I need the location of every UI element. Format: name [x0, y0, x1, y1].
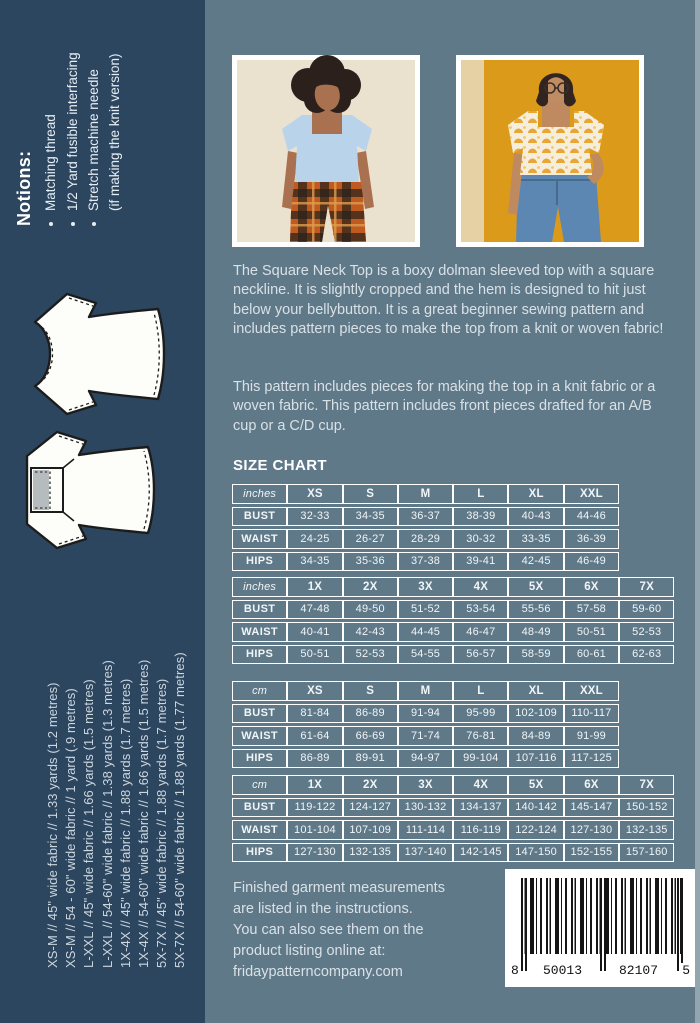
size-chart-size-header: 1X [287, 577, 342, 597]
size-chart-value-cell: 81-84 [287, 704, 342, 724]
size-chart-value-cell: 147-150 [508, 843, 563, 863]
size-chart-value-cell: 127-130 [287, 843, 342, 863]
size-chart-row-label: WAIST [232, 820, 287, 840]
footer-line: are listed in the instructions. [233, 901, 413, 917]
model-photo-yellow-top [456, 55, 644, 247]
size-chart-value-cell: 71-74 [398, 726, 453, 746]
size-chart-size-header: 5X [508, 775, 563, 795]
size-chart-value-cell: 33-35 [508, 529, 563, 549]
size-chart-row [232, 552, 619, 572]
size-chart-row-label: WAIST [232, 622, 287, 642]
size-chart-size-header: 3X [398, 775, 453, 795]
size-chart-value-cell: 111-114 [398, 820, 453, 840]
size-chart-value-cell: 132-135 [343, 843, 398, 863]
barcode-digit-group: 50013 [543, 963, 583, 978]
size-chart-value-cell: 61-64 [287, 726, 342, 746]
size-chart-row-label: WAIST [232, 726, 287, 746]
size-chart-value-cell: 150-152 [619, 798, 674, 818]
size-chart-value-cell: 102-109 [508, 704, 563, 724]
size-chart-row-label: BUST [232, 704, 287, 724]
size-chart-value-cell: 66-69 [343, 726, 398, 746]
size-chart-value-cell: 117-125 [564, 749, 619, 769]
size-chart-inches-straight [232, 481, 619, 574]
size-chart-value-cell: 130-132 [398, 798, 453, 818]
size-chart-row [232, 843, 674, 863]
size-chart-value-cell: 42-45 [508, 552, 563, 572]
size-chart-size-header: XS [287, 681, 342, 701]
size-chart-size-header: S [343, 681, 398, 701]
notions-list [40, 21, 105, 226]
size-chart-value-cell: 142-145 [453, 843, 508, 863]
size-chart-value-cell: 52-53 [343, 645, 398, 665]
photo-illustration [456, 55, 644, 247]
size-chart-value-cell: 145-147 [564, 798, 619, 818]
size-chart-size-header: L [453, 484, 508, 504]
size-chart-value-cell: 56-57 [453, 645, 508, 665]
footer-line: You can also see them on the [233, 922, 424, 938]
size-chart-size-header: 2X [343, 577, 398, 597]
size-chart-value-cell: 86-89 [343, 704, 398, 724]
size-chart-size-header: 5X [508, 577, 563, 597]
size-chart-row [232, 704, 619, 724]
size-chart-unit-cell: inches [232, 577, 287, 597]
size-chart-value-cell: 30-32 [453, 529, 508, 549]
size-chart-unit-cell: inches [232, 484, 287, 504]
barcode-guard [525, 878, 527, 971]
size-chart-row-label: WAIST [232, 529, 287, 549]
size-chart-value-cell: 48-49 [508, 622, 563, 642]
size-chart-row-label: HIPS [232, 843, 287, 863]
size-chart-title: SIZE CHART [233, 457, 327, 474]
barcode-digit-left: 8 [511, 963, 519, 978]
size-chart-value-cell: 91-94 [398, 704, 453, 724]
size-chart-value-cell: 46-49 [564, 552, 619, 572]
footer-line: product listing online at: [233, 943, 386, 959]
size-chart-value-cell: 44-46 [564, 507, 619, 527]
size-chart-value-cell: 50-51 [564, 622, 619, 642]
barcode-guard [681, 878, 683, 971]
size-chart-value-cell: 110-117 [564, 704, 619, 724]
notions-note: (if making the knit version) [106, 53, 122, 211]
notions-item: • Matching thread [40, 21, 62, 211]
size-chart-value-cell: 99-104 [453, 749, 508, 769]
size-chart-row [232, 749, 619, 769]
size-chart-size-header: XXL [564, 484, 619, 504]
size-chart-value-cell: 37-38 [398, 552, 453, 572]
notions-title: Notions: [14, 150, 34, 226]
size-chart-size-header: M [398, 484, 453, 504]
size-chart-row [232, 622, 674, 642]
fabric-requirements [44, 606, 190, 968]
size-chart-value-cell: 57-58 [564, 600, 619, 620]
size-chart-value-cell: 76-81 [453, 726, 508, 746]
size-chart-size-header: 6X [564, 577, 619, 597]
size-chart-header-row [232, 484, 619, 504]
size-chart-value-cell: 95-99 [453, 704, 508, 724]
size-chart-value-cell: 52-53 [619, 622, 674, 642]
size-chart-size-header: XL [508, 681, 563, 701]
size-chart-value-cell: 42-43 [343, 622, 398, 642]
size-chart-header-row [232, 775, 674, 795]
size-chart-value-cell: 84-89 [508, 726, 563, 746]
size-chart-value-cell: 132-135 [619, 820, 674, 840]
description-paragraph-2: This pattern includes pieces for making the top in a knit fabric or a woven fabric. This pattern includes front pieces drafted for an A/B cup or a C/D cup. [233, 379, 656, 434]
size-chart-size-header: 2X [343, 775, 398, 795]
size-chart-value-cell: 49-50 [343, 600, 398, 620]
size-chart-inches-extended [232, 574, 674, 667]
size-chart-value-cell: 51-52 [398, 600, 453, 620]
notions-section [14, 21, 124, 226]
barcode-guard [600, 878, 602, 971]
size-chart-header-row [232, 681, 619, 701]
finished-measurements-note [233, 878, 445, 983]
size-chart-value-cell: 59-60 [619, 600, 674, 620]
size-chart-row [232, 820, 674, 840]
size-chart-cm-extended [232, 772, 674, 865]
size-chart-value-cell: 38-39 [453, 507, 508, 527]
size-chart-value-cell: 140-142 [508, 798, 563, 818]
fabric-line: L-XXL // 45" wide fabric // 1.66 yards (1.5 metres) [81, 679, 97, 968]
barcode-guard [521, 878, 523, 971]
size-chart-value-cell: 40-41 [287, 622, 342, 642]
size-chart-row [232, 507, 619, 527]
envelope-edge [695, 0, 700, 1023]
fabric-line: 5X-7X // 54-60" wide fabric // 1.88 yards (1.77 metres) [172, 652, 188, 968]
size-chart-row [232, 529, 619, 549]
fabric-line: 1X-4X // 45" wide fabric // 1.88 yards (1.7 metres) [117, 678, 133, 968]
barcode-guard [604, 878, 606, 971]
size-chart-value-cell: 89-91 [343, 749, 398, 769]
barcode-digit-group: 82107 [619, 963, 659, 978]
barcode-digits [505, 963, 697, 978]
size-chart-value-cell: 91-99 [564, 726, 619, 746]
size-chart-size-header: 1X [287, 775, 342, 795]
size-chart-value-cell: 134-137 [453, 798, 508, 818]
size-chart-row-label: BUST [232, 600, 287, 620]
size-chart-header-row [232, 577, 674, 597]
size-chart-value-cell: 152-155 [564, 843, 619, 863]
size-chart-value-cell: 127-130 [564, 820, 619, 840]
size-chart-row [232, 600, 674, 620]
size-chart-size-header: XXL [564, 681, 619, 701]
size-chart-size-header: 4X [453, 775, 508, 795]
size-chart-size-header: 3X [398, 577, 453, 597]
size-chart-size-header: 7X [619, 577, 674, 597]
size-chart-value-cell: 28-29 [398, 529, 453, 549]
size-chart-value-cell: 39-41 [453, 552, 508, 572]
size-chart-value-cell: 34-35 [287, 552, 342, 572]
size-chart-row [232, 726, 619, 746]
size-chart-value-cell: 107-109 [343, 820, 398, 840]
size-chart-unit-cell: cm [232, 775, 287, 795]
photo-illustration [232, 55, 420, 247]
fabric-line: XS-M // 54 - 60" wide fabric // 1 yard (.9 metres) [63, 688, 79, 968]
size-chart-size-header: 6X [564, 775, 619, 795]
notions-item: • Stretch machine needle [83, 21, 105, 211]
size-chart-size-header: XL [508, 484, 563, 504]
fabric-line: 5X-7X // 45" wide fabric // 1.88 yards (1.7 metres) [154, 678, 170, 968]
size-chart-row-label: HIPS [232, 645, 287, 665]
fabric-line: 1X-4X // 54-60" wide fabric // 1.66 yards (1.5 metres) [136, 659, 152, 968]
size-chart-value-cell: 107-116 [508, 749, 563, 769]
barcode-guard [677, 878, 679, 971]
footer-line: Finished garment measurements [233, 880, 445, 896]
size-chart-value-cell: 26-27 [343, 529, 398, 549]
size-chart-value-cell: 124-127 [343, 798, 398, 818]
size-chart-row-label: BUST [232, 798, 287, 818]
size-chart-value-cell: 35-36 [343, 552, 398, 572]
size-chart-row [232, 645, 674, 665]
description-paragraph-1: The Square Neck Top is a boxy dolman sleeved top with a square neckline. It is slightly cropped and the hem is designed to hit just below your bellybutton. It is a great beginner sewing pattern and includes pattern pieces to make the top from a knit or woven fabric! [233, 263, 664, 338]
size-chart-value-cell: 47-48 [287, 600, 342, 620]
size-chart-unit-cell: cm [232, 681, 287, 701]
website-url: fridaypatterncompany.com [233, 964, 403, 980]
size-chart-value-cell: 40-43 [508, 507, 563, 527]
size-chart-value-cell: 94-97 [398, 749, 453, 769]
size-chart-value-cell: 122-124 [508, 820, 563, 840]
size-chart-value-cell: 50-51 [287, 645, 342, 665]
size-chart-size-header: XS [287, 484, 342, 504]
size-chart-value-cell: 157-160 [619, 843, 674, 863]
size-chart-value-cell: 116-119 [453, 820, 508, 840]
size-chart-size-header: L [453, 681, 508, 701]
size-chart-value-cell: 54-55 [398, 645, 453, 665]
size-chart-value-cell: 46-47 [453, 622, 508, 642]
fabric-line: L-XXL // 54-60" wide fabric // 1.38 yards (1.3 metres) [99, 660, 115, 968]
size-chart-cm-straight [232, 678, 619, 771]
size-chart-size-header: M [398, 681, 453, 701]
model-photo-blue-top [232, 55, 420, 247]
size-chart-row-label: BUST [232, 507, 287, 527]
fabric-line: XS-M // 45" wide fabric // 1.33 yards (1.2 metres) [45, 682, 60, 968]
size-chart-value-cell: 44-45 [398, 622, 453, 642]
barcode-digit-right: 5 [682, 963, 690, 978]
upc-barcode [505, 869, 697, 987]
size-chart-value-cell: 86-89 [287, 749, 342, 769]
size-chart-value-cell: 137-140 [398, 843, 453, 863]
size-chart-value-cell: 36-37 [398, 507, 453, 527]
size-chart-row-label: HIPS [232, 552, 287, 572]
technical-flat-front [17, 428, 167, 552]
size-chart-size-header: 7X [619, 775, 674, 795]
notions-item: • 1/2 Yard fusible interfacing [62, 21, 84, 211]
size-chart-value-cell: 60-61 [564, 645, 619, 665]
size-chart-size-header: 4X [453, 577, 508, 597]
size-chart-size-header: S [343, 484, 398, 504]
size-chart-value-cell: 101-104 [287, 820, 342, 840]
size-chart-row-label: HIPS [232, 749, 287, 769]
size-chart-value-cell: 55-56 [508, 600, 563, 620]
size-chart-value-cell: 53-54 [453, 600, 508, 620]
size-chart-value-cell: 24-25 [287, 529, 342, 549]
size-chart-value-cell: 119-122 [287, 798, 342, 818]
size-chart-value-cell: 36-39 [564, 529, 619, 549]
size-chart-value-cell: 34-35 [343, 507, 398, 527]
size-chart-value-cell: 58-59 [508, 645, 563, 665]
size-chart-value-cell: 32-33 [287, 507, 342, 527]
size-chart-value-cell: 62-63 [619, 645, 674, 665]
technical-flat-back [25, 288, 167, 420]
size-chart-row [232, 798, 674, 818]
